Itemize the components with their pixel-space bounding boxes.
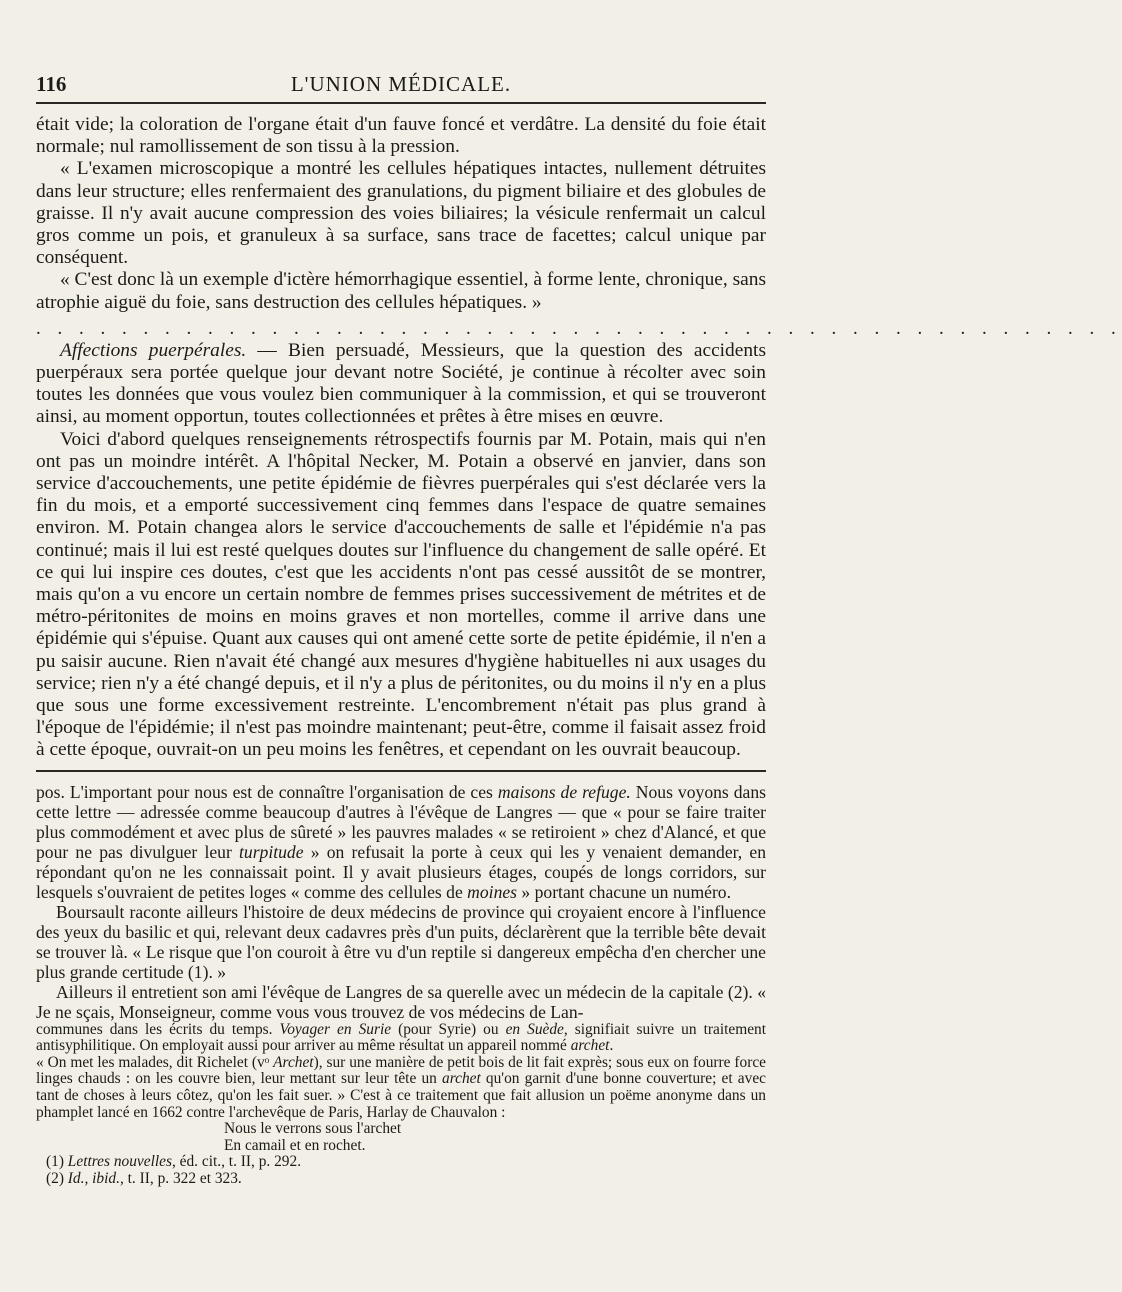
paragraph: était vide; la coloration de l'organe était d'un fauve foncé et verdâtre. La densité du foie était normale; nul ramollissement de son tissu à la pression. [36, 114, 766, 158]
verse-line: En camail et en rochet. [224, 1136, 366, 1154]
text-run: , t. II, p. 322 et 323. [119, 1170, 242, 1188]
feuilleton-text [36, 782, 766, 1022]
paragraph: « L'examen microscopique a montré les cellules hépatiques intactes, nullement détruites dans leur structure; elles renfermaient des granulations, du pigment biliaire et des globules de graisse. Il n'y avait aucune compression des voies biliaires; la vésicule renfermait un calcul gros comme un pois, et granuleux à sa surface, sans trace de facettes; calcul unique par conséquent. [36, 158, 766, 269]
text-run: Nous voyons dans cette lettre — adressée comme beaucoup d'autres à l'évêque de Langres — que « pour se faire traiter plus commodément et avec plus de sûreté » les pauvres malades « se retiroient » chez d'Alancé, et que pour ne pas divulguer leur [36, 781, 766, 862]
text-run: « On met les malades, dit Richelet (vᵒ [36, 1053, 274, 1071]
paragraph: « C'est donc là un exemple d'ictère hémorrhagique essentiel, à forme lente, chronique, sans atrophie aiguë du foie, sans destruction des cellules hépatiques. » [36, 269, 766, 313]
text-run: (2) [46, 1170, 68, 1188]
paragraph: Voici d'abord quelques renseignements rétrospectifs fournis par M. Potain, mais qui n'en ont pas un moindre intérêt. A l'hôpital Necker, M. Potain a observé en janvier, dans son service d'accouchements, une petite épidémie de fièvres puerpérales qui s'est déclarée vers la fin du mois, et a emporté successivement cinq femmes dans l'espace de quatre semaines environ. M. Potain changea alors le service d'accouchements de salle et l'épidémie n'a pas continué; mais il lui est resté quelques doutes sur l'influence du changement de salle opéré. Et ce qui lui inspire ces doutes, c'est que les accidents n'ont pas cessé aussitôt de se montrer, mais qu'on a vu encore un certain nombre de femmes prises successivement de métrites et de métro-péritonites de moins en moins graves et non mortelles, comme il arrive dans une épidémie qui s'épuise. Quant aux causes qui ont amené cette sorte de petite épidémie, il n'en a pu saisir aucune. Rien n'avait été changé aux mesures d'hygiène habituelles ni aux usages du service; rien n'y a été changé depuis, et il n'y a plus de péritonites, ou du moins il n'y en a plus que sous une forme excessivement restreinte. L'encombrement n'était pas plus grand à l'époque de l'épidémie; il n'est pas moindre maintenant; peut-être, comme il faisait assez froid à cette époque, ouvrait-on un peu moins les fenêtres, et cependant on les ouvrait beaucoup. [36, 428, 766, 761]
paragraph-text: — Bien persuadé, Messieurs, que la question des accidents puerpéraux sera portée quelque jour devant notre Société, je continue à récolter avec soin toutes les données que vous voulez bien communiquer à la commission, et qui se trouveront ainsi, au moment opportun, toutes collectionnées et prêtes à être mises en œuvre. [36, 339, 766, 428]
text-run: » on refusait la porte à ceux qui les y venaient demander, en répondant qu'on ne les connaissait point. Il y avait plusieurs étages, coupés de longs corridors, sur lesquels s'ouvraient de petites loges « comme des cellules de [36, 841, 766, 902]
text-run: (pour Syrie) ou [391, 1020, 506, 1038]
italic-run: maisons de refuge. [497, 781, 631, 802]
text-run: , signifiait suivre un traitement antisyphilitique. On employait aussi pour arriver au même résultat un appareil nommé [36, 1020, 766, 1055]
text-run: » portant chacune un numéro. [517, 881, 732, 902]
italic-run: turpitude [239, 841, 304, 862]
text-run: ), sur une manière de petit bois de lit fait exprès; sous eux on fourre force linges chauds : on les couvre bien, leur mettant sur leur tête un [36, 1053, 766, 1088]
italic-run: en Suède [505, 1020, 564, 1038]
footnotes [36, 1022, 766, 1188]
italic-run: archet [442, 1070, 481, 1088]
page-header [36, 72, 766, 104]
italic-run: Voyager en Surie [279, 1020, 392, 1038]
verse-line: Nous le verrons sous l'archet [224, 1120, 402, 1138]
main-text [36, 114, 1122, 762]
text-run: qu'on garnit d'une bonne couverture; et avec tant de choses à leurs côtez, qu'on les fait suer. » C'est à ce traitement que fait allusion un poëme anonyme dans un phamplet lancé en 1662 contre l'archevêque de Paris, Harlay de Chauvalon : [36, 1070, 766, 1121]
page-number: 116 [36, 72, 67, 96]
footnote [36, 1055, 766, 1121]
text-run: communes dans les écrits du temps. [36, 1020, 280, 1038]
italic-run: moines [467, 881, 518, 902]
paragraph [36, 340, 766, 429]
italic-run: Archet [273, 1053, 314, 1071]
text-run: pos. L'important pour nous est de connaître l'organisation de ces [36, 781, 498, 802]
feuilleton-divider [36, 770, 766, 772]
italic-run: Lettres nouvelles [67, 1153, 172, 1171]
text-run: (1) [46, 1153, 68, 1171]
verse [36, 1121, 766, 1154]
italic-run: Id., ibid. [67, 1170, 120, 1188]
journal-title: L'UNION MÉDICALE. [290, 72, 512, 96]
paragraph: Boursault raconte ailleurs l'histoire de deux médecins de province qui croyaient encore à l'influence des yeux du basilic et qui, relevant deux cadavres près d'un puits, déclarèrent que la terrible bête devait se trouver là. « Le risque que l'on couroit à être vu d'un reptile si dangereux empêcha d'en chercher une plus grande certitude (1). » [36, 901, 766, 982]
text-run: . [609, 1037, 614, 1055]
italic-run: archet [570, 1037, 610, 1055]
text-run: , éd. cit., t. II, p. 292. [171, 1153, 302, 1171]
paragraph [36, 782, 766, 902]
footnote-reference [36, 1171, 766, 1188]
section-heading: Affections puerpérales. [60, 339, 247, 361]
footnote [36, 1022, 766, 1055]
footnote-reference [36, 1154, 766, 1171]
paragraph: Ailleurs il entretient son ami l'évêque de Langres de sa querelle avec un médecin de la capitale (2). « Je ne sçais, Monseigneur, comme vous vous trouvez de vos médecins de Lan- [36, 981, 766, 1022]
ellipsis-row: . . . . . . . . . . . . . . . . . . . . . . . . . . . . . . . . . . . . . . . . . . . . . . . . . . . [36, 317, 1122, 339]
